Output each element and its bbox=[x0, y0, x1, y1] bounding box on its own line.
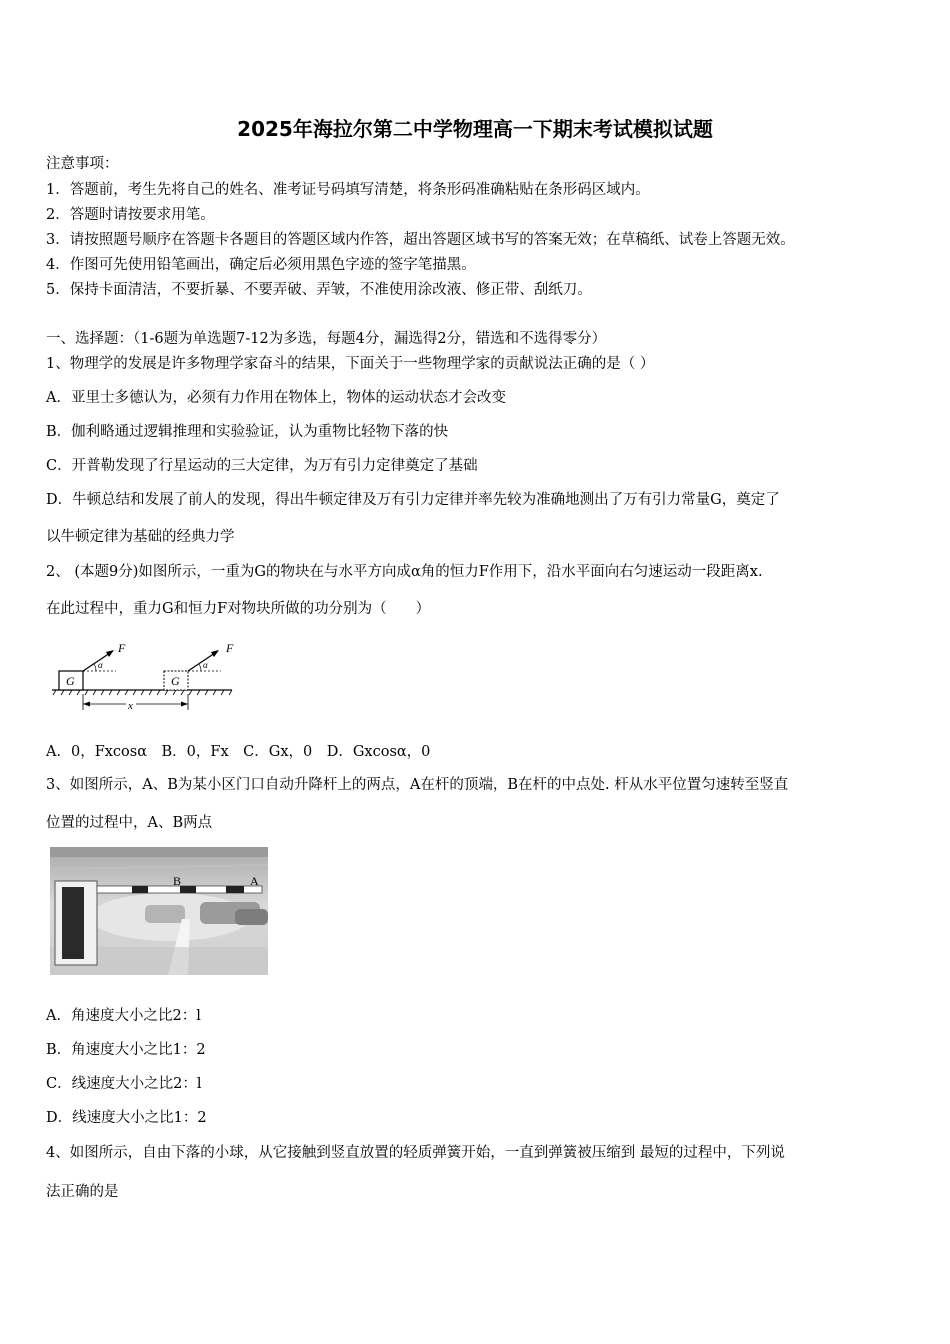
q3-stem-cont: 位置的过程中，A、B两点 bbox=[46, 815, 213, 831]
notice-item-2: 2．答题时请按要求用笔。 bbox=[46, 207, 215, 223]
q2-stem-cont: 在此过程中，重力G和恒力F对物块所做的功分别为（ ） bbox=[46, 601, 431, 617]
q1-option-d-cont: 以牛顿定律为基础的经典力学 bbox=[46, 529, 235, 545]
q3-stem: 3、如图所示，A、B为某小区门口自动升降杆上的两点，A在杆的顶端，B在杆的中点处. 杆从水平位置匀速转至竖直 bbox=[46, 777, 789, 793]
q4-stem: 4、如图所示，自由下落的小球，从它接触到竖直放置的轻质弹簧开始，一直到弹簧被压缩到 最短的过程中，下列说 bbox=[46, 1145, 785, 1161]
q2-options: A．0，Fxcosα B．0，Fx C．Gx，0 D．Gxcosα，0 bbox=[46, 744, 431, 760]
angle-label-start: α bbox=[98, 660, 103, 670]
q3-option-d: D．线速度大小之比1：2 bbox=[46, 1110, 207, 1126]
q1-option-d: D．牛顿总结和发展了前人的发现，得出牛顿定律及万有引力定律并率先较为准确地测出了万有引力常量G，奠定了 bbox=[46, 492, 780, 508]
notice-heading: 注意事项： bbox=[46, 156, 119, 172]
q3-option-a: A．角速度大小之比2：l bbox=[46, 1008, 201, 1024]
q3-option-b: B．角速度大小之比1：2 bbox=[46, 1042, 206, 1058]
point-a-label: A bbox=[250, 874, 259, 888]
q2-stem: 2、 (本题9分)如图所示，一重为G的物块在与水平方向成α角的恒力F作用下，沿水平面向右匀速运动一段距离x. bbox=[46, 564, 763, 580]
q4-stem-cont: 法正确的是 bbox=[46, 1184, 119, 1200]
q1-option-b: B．伽利略通过逻辑推理和实验验证，认为重物比轻物下落的快 bbox=[46, 424, 449, 440]
page-title: 2025年海拉尔第二中学物理高一下期末考试模拟试题 bbox=[237, 117, 713, 141]
block-label-end: G bbox=[171, 674, 180, 688]
force-label-start: F bbox=[118, 641, 126, 655]
q1-stem: 1、物理学的发展是许多物理学家奋斗的结果，下面关于一些物理学家的贡献说法正确的是（ ） bbox=[46, 356, 655, 372]
notice-item-5: 5．保持卡面清洁，不要折暴、不要弄破、弄皱，不准使用涂改液、修正带、刮纸刀。 bbox=[46, 282, 592, 298]
force-label-end: F bbox=[226, 641, 234, 655]
q2-figure bbox=[46, 638, 246, 716]
block-label-start: G bbox=[66, 674, 75, 688]
section-heading: 一、选择题：（1-6题为单选题7-12为多选，每题4分，漏选得2分，错选和不选得零分） bbox=[46, 331, 607, 347]
point-b-label: B bbox=[173, 874, 182, 888]
notice-item-3: 3．请按照题号顺序在答题卡各题目的答题区域内作答，超出答题区域书写的答案无效；在草稿纸、试卷上答题无效。 bbox=[46, 232, 795, 248]
notice-item-4: 4．作图可先使用铅笔画出，确定后必须用黑色字迹的签字笔描黑。 bbox=[46, 257, 476, 273]
q3-figure bbox=[50, 847, 268, 975]
q1-option-c: C．开普勒发现了行星运动的三大定律，为万有引力定律奠定了基础 bbox=[46, 458, 478, 474]
distance-label: x bbox=[128, 700, 133, 712]
q3-option-c: C．线速度大小之比2：l bbox=[46, 1076, 202, 1092]
angle-label-end: α bbox=[203, 660, 208, 670]
q1-option-a: A．亚里士多德认为，必须有力作用在物体上，物体的运动状态才会改变 bbox=[46, 390, 506, 406]
notice-item-1: 1．答题前，考生先将自己的姓名、准考证号码填写清楚，将条形码准确粘贴在条形码区域内。 bbox=[46, 182, 650, 198]
